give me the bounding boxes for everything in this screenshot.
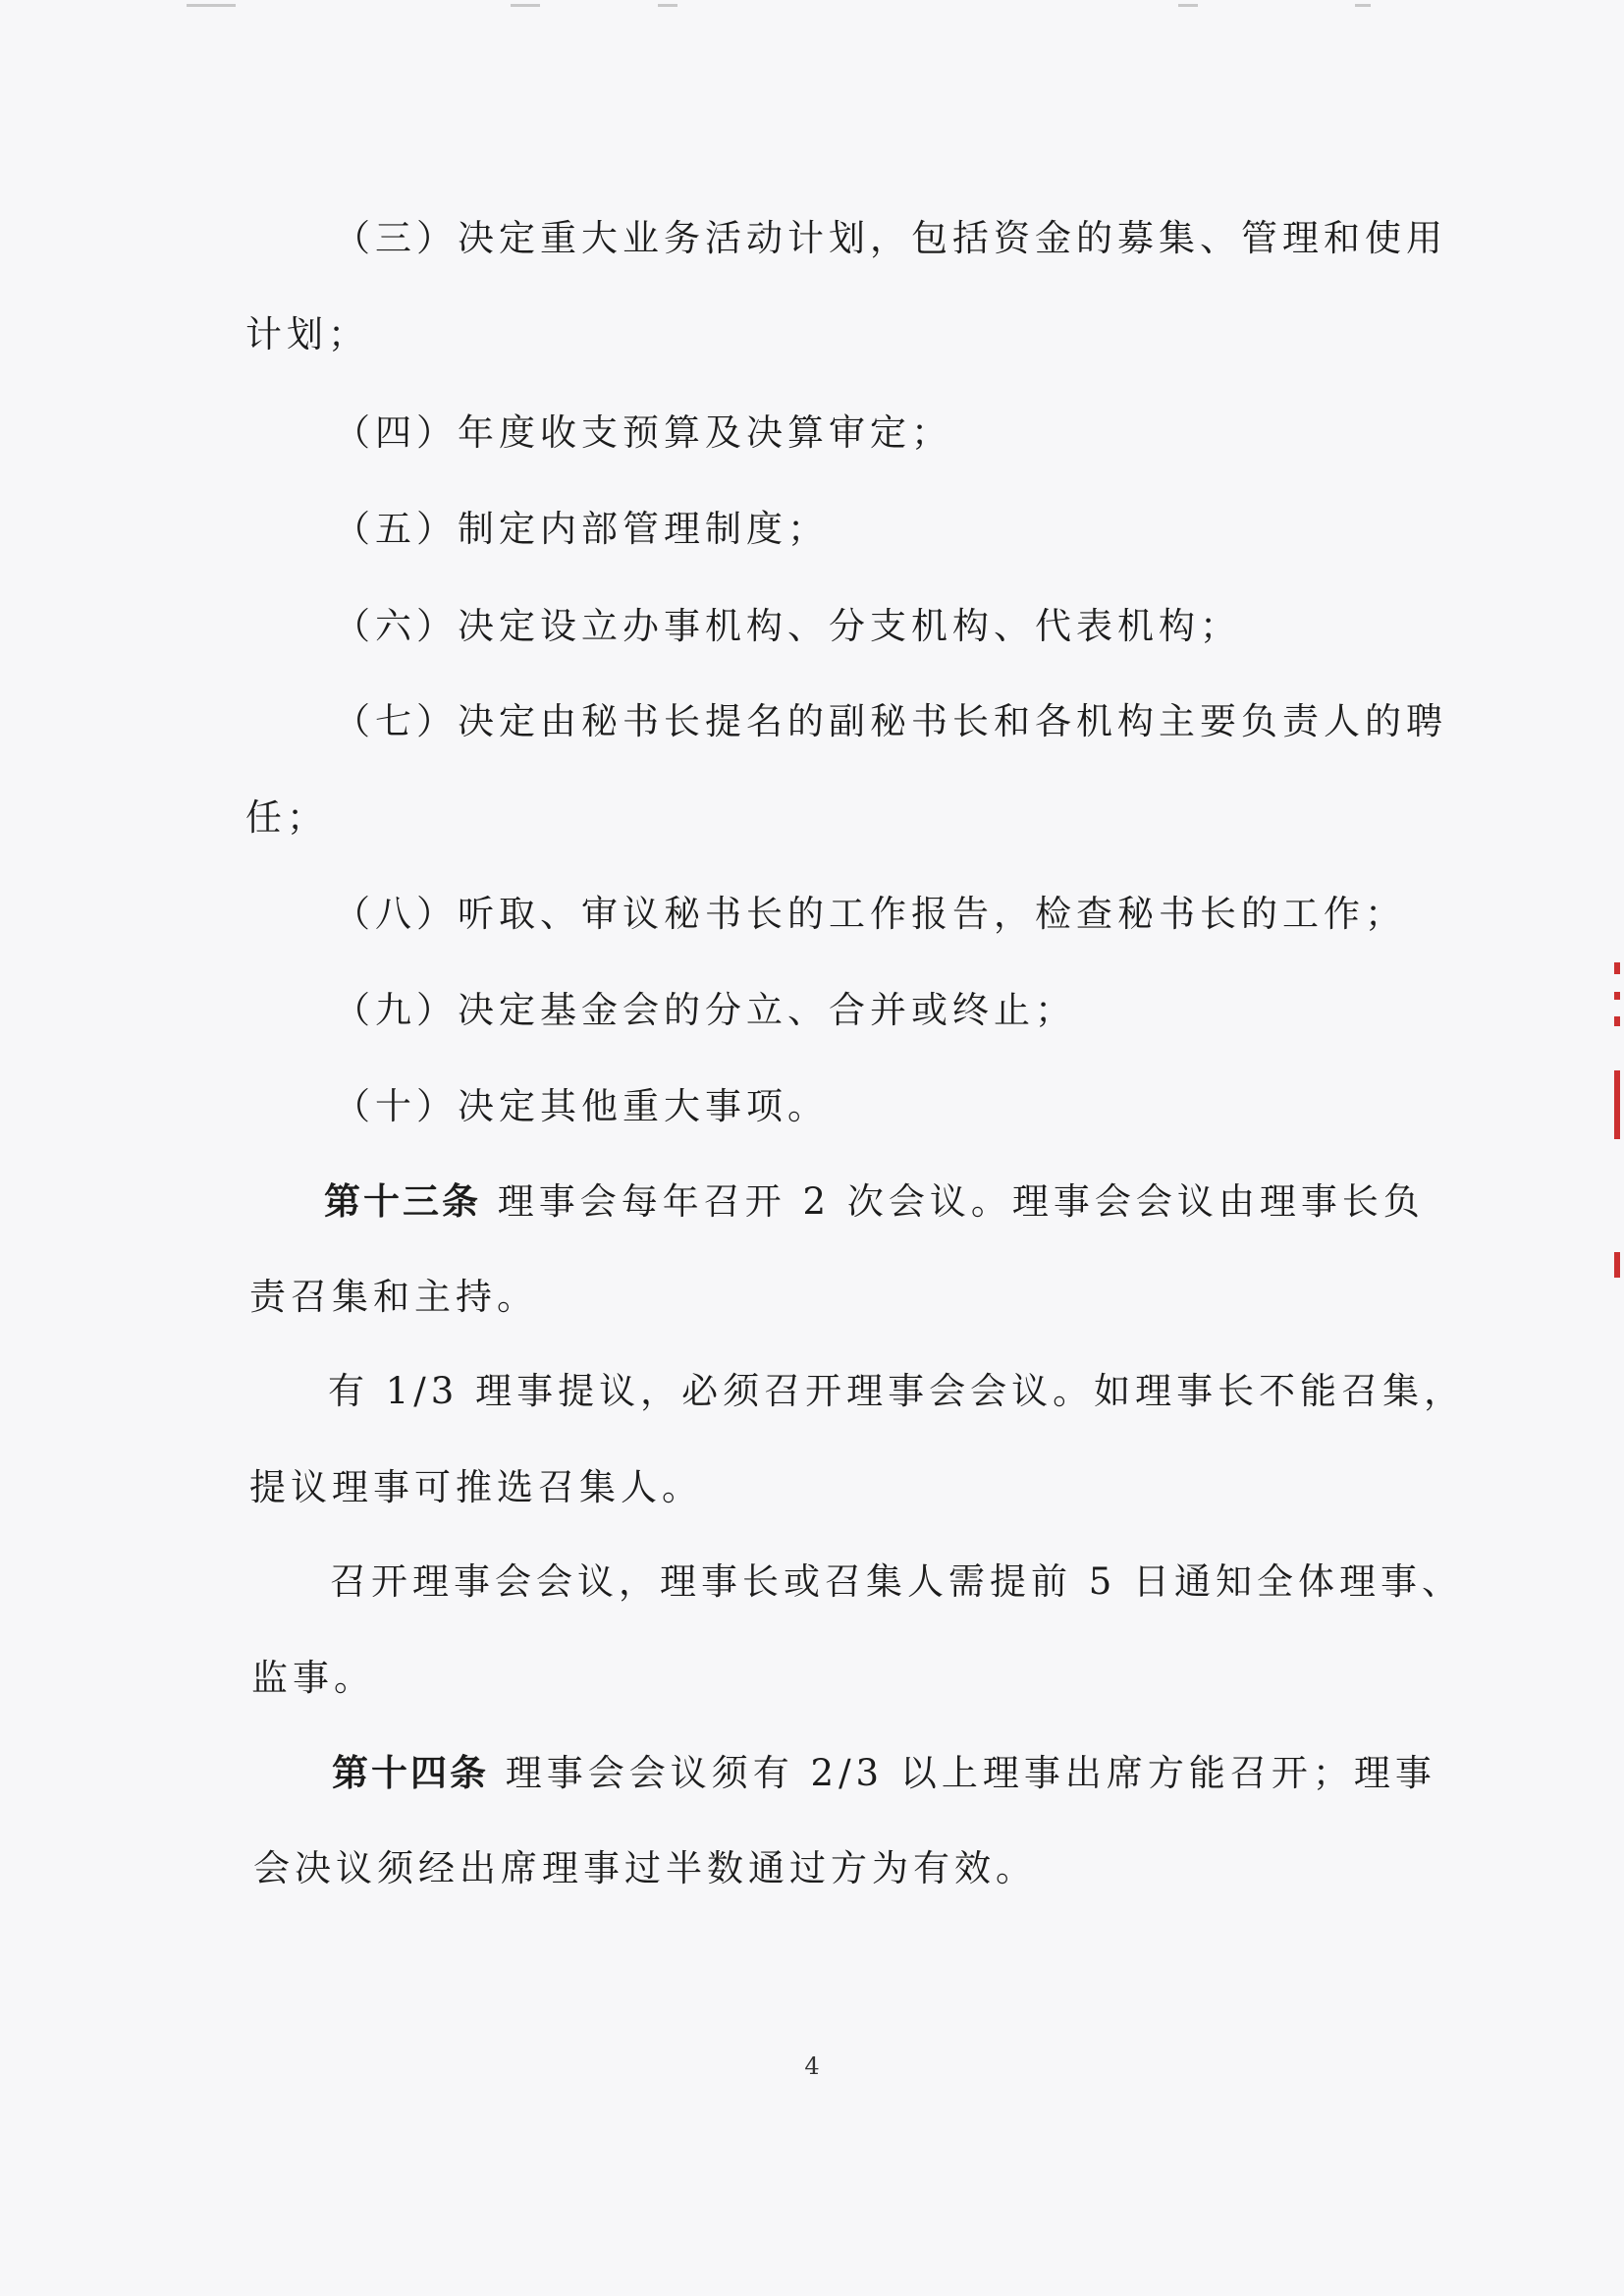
line-text: 监事。 [251, 1657, 375, 1699]
line-text: 提议理事可推选召集人。 [249, 1466, 703, 1508]
text-line [334, 697, 1447, 746]
text-line [324, 1176, 1425, 1226]
seal-mark [1614, 1252, 1620, 1278]
text-line [245, 793, 328, 843]
page-number: 4 [804, 2052, 820, 2080]
text-line [334, 214, 1447, 263]
line-text: 有 1/3 理事提议，必须召开理事会会议。如理事长不能召集， [328, 1370, 1466, 1412]
text-line [334, 1082, 829, 1131]
text-line [334, 602, 1241, 651]
line-text: 任； [245, 796, 328, 839]
text-line [334, 986, 1076, 1035]
line-text: （五）制定内部管理制度； [334, 508, 829, 550]
seal-mark [1614, 962, 1620, 974]
line-text: 理事会每年召开 2 次会议。理事会会议由理事长负 [481, 1180, 1425, 1223]
text-line [249, 1273, 538, 1322]
line-text: （四）年度收支预算及决算审定； [334, 411, 952, 454]
binding-seal-marks [1604, 943, 1624, 1296]
line-text: （七）决定由秘书长提名的副秘书长和各机构主要负责人的聘 [334, 700, 1447, 742]
seal-mark [1614, 1070, 1620, 1139]
line-text: 召开理事会会议，理事长或召集人需提前 5 日通知全体理事、 [330, 1560, 1464, 1603]
line-text: （九）决定基金会的分立、合并或终止； [334, 989, 1076, 1031]
text-line [249, 1463, 703, 1512]
scan-speck [187, 4, 236, 7]
seal-mark [1614, 992, 1620, 1000]
text-line [253, 1844, 1037, 1893]
text-line [334, 890, 1406, 939]
text-line [328, 1367, 1465, 1416]
text-line [330, 1558, 1463, 1607]
scan-speck [511, 4, 540, 7]
scan-edge-specks [147, 0, 1424, 14]
line-text: （三）决定重大业务活动计划，包括资金的募集、管理和使用 [334, 217, 1447, 259]
text-line [334, 505, 829, 554]
article-number: 第十四条 [332, 1751, 489, 1794]
scan-speck [1178, 4, 1198, 7]
seal-mark [1614, 1016, 1620, 1026]
line-text: 会决议须经出席理事过半数通过方为有效。 [253, 1847, 1037, 1889]
article-number: 第十三条 [324, 1179, 481, 1223]
line-text: （八）听取、审议秘书长的工作报告，检查秘书长的工作； [334, 893, 1406, 935]
text-line [332, 1748, 1436, 1797]
line-text: 计划； [245, 313, 369, 355]
scan-speck [658, 4, 677, 7]
line-text: （十）决定其他重大事项。 [334, 1085, 829, 1127]
text-line [334, 409, 952, 458]
scan-speck [1355, 4, 1371, 7]
line-text: （六）决定设立办事机构、分支机构、代表机构； [334, 605, 1241, 647]
line-text: 理事会会议须有 2/3 以上理事出席方能召开；理事 [489, 1752, 1436, 1794]
line-text: 责召集和主持。 [249, 1276, 538, 1318]
text-line [245, 310, 369, 359]
text-line [251, 1654, 375, 1703]
